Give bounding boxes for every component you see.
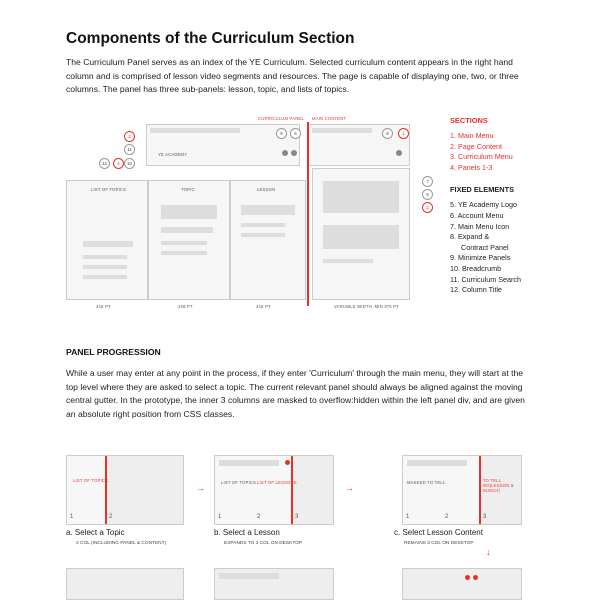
sections-list: [450, 131, 570, 173]
fixed-item: 7. Main Menu Icon: [450, 221, 510, 231]
step-b-num-3: 3: [295, 514, 299, 520]
width-label-1: 426 PT: [96, 304, 111, 309]
central-gutter: [307, 122, 309, 306]
panel-topic: [148, 180, 230, 300]
arrow-right-icon: →: [345, 483, 354, 493]
page-title: Components of the Curriculum Section: [66, 30, 355, 47]
col-title-lesson: LESSON: [257, 187, 276, 192]
callout-10: 10: [124, 158, 135, 169]
fixed-list: [450, 200, 570, 295]
panel-lesson: [230, 180, 306, 300]
curriculum-diagram: [66, 114, 440, 320]
panel-list-of-topics: [66, 180, 148, 300]
step-c-sub: REMAINS 3 COL ON DESKTOP: [404, 541, 474, 546]
step-c-title: c. Select Lesson Content: [394, 528, 483, 537]
callout-6: 6: [290, 128, 301, 139]
callout-12: 12: [99, 158, 110, 169]
sections-heading: SECTIONS: [450, 116, 488, 125]
step-a-num-2: 2: [109, 514, 113, 520]
arrow-down-icon: ↓: [486, 547, 491, 557]
step-b-diagram: [214, 455, 334, 525]
step-b-num-1: 1: [218, 514, 222, 520]
next-row-diagram-3: [402, 568, 522, 600]
step-c-num-2: 2: [445, 514, 449, 520]
fixed-item: 11. Curriculum Search: [450, 274, 521, 284]
callout-3: 3: [124, 131, 135, 142]
minimize-icon: [291, 150, 297, 156]
section-item: 4. Panels 1-3: [450, 162, 493, 172]
legend: [450, 116, 570, 296]
next-row-diagram-2: [214, 568, 334, 600]
step-b-tag2: LIST OF TOPICS: [221, 480, 257, 485]
step-a-diagram: [66, 455, 184, 525]
width-label-4: VARIABLE WIDTH, MIN 375 PT: [334, 304, 399, 309]
fixed-item: 10. Breadcrumb: [450, 263, 502, 273]
main-content-label: MAIN CONTENT: [312, 116, 347, 121]
callout-8: 8: [382, 128, 393, 139]
curriculum-panel-label: CURRICULUM PANEL: [258, 116, 304, 121]
section-item: 1. Main Menu: [450, 131, 494, 140]
callout-11: 11: [124, 144, 135, 155]
panel-main-content: [312, 168, 410, 300]
col-title-list-of-topics: LIST OF TOPICS: [91, 187, 127, 192]
width-label-2: 426 PT: [178, 304, 193, 309]
intro-paragraph: The Curriculum Panel serves as an index of the YE Curriculum. Selected curriculum content appears in the right hand column and is comprised of lesson video segments and resources. The page is capable of displaying one, two, or three columns. The panel has three sub-panels: lesson, topic, and lists of topics.: [66, 57, 519, 95]
step-c-diagram: [402, 455, 522, 525]
fixed-item: 12. Column Title: [450, 285, 502, 295]
step-c-tag2: MASKED TO TELL: [407, 480, 446, 485]
progression-heading: PANEL PROGRESSION: [66, 347, 161, 357]
fixed-heading: FIXED ELEMENTS: [450, 185, 515, 195]
col-title-topic: TOPIC: [181, 187, 195, 192]
step-a-num-1: 1: [70, 514, 74, 520]
step-a-tag: LIST OF TOPICS: [73, 478, 109, 483]
callout-1: 1: [398, 128, 409, 139]
callout-9: 9: [276, 128, 287, 139]
step-b-title: b. Select a Lesson: [214, 528, 280, 537]
gear-icon: [282, 150, 288, 156]
account-icon: [396, 150, 402, 156]
step-b-tag: LIST OF LESSONS: [257, 480, 297, 485]
step-c-tag: TO TELL NO(LESSON & SUSCH): [483, 478, 514, 493]
step-b-num-2: 2: [257, 514, 261, 520]
arrow-right-icon: →: [196, 483, 205, 493]
progression-text: While a user may enter at any point in the process, if they enter 'Curriculum' through the main menu, they will start at the top level where they are asked to select a topic. The current relevant panel should always be aligned against the moving central gutter. In the prototype, the inner 3 columns are masked to overflow:hidden within the left panel div, and are given an absolute right position from CSS classes.: [66, 368, 525, 419]
fixed-item: 8. Expand &: [450, 232, 490, 242]
next-row-diagram-1: [66, 568, 184, 600]
step-a-title: a. Select a Topic: [66, 528, 125, 537]
academy-text: YE ACADEMY: [158, 152, 188, 157]
fixed-item: 9. Minimize Panels: [450, 253, 511, 263]
callout-5: 5: [422, 189, 433, 200]
step-c-num-3: 3: [483, 514, 487, 520]
step-b-sub: EXPANDS TO 3 COL ON DESKTOP: [224, 541, 303, 546]
step-c-num-1: 1: [406, 514, 410, 520]
fixed-item: 6. Account Menu: [450, 210, 504, 220]
callout-2: 2: [422, 202, 433, 213]
fixed-item: 5. YE Academy Logo: [450, 200, 517, 210]
width-label-3: 426 PT: [256, 304, 271, 309]
section-item: 3. Curriculum Menu: [450, 152, 513, 162]
callout-7: 7: [422, 176, 433, 187]
step-a-sub: 2 COL (INCLUDING PANEL & CONTENT): [76, 541, 167, 546]
fixed-item: Contract Panel: [461, 242, 509, 252]
section-item: 2. Page Content: [450, 141, 502, 151]
callout-4: 4: [113, 158, 124, 169]
